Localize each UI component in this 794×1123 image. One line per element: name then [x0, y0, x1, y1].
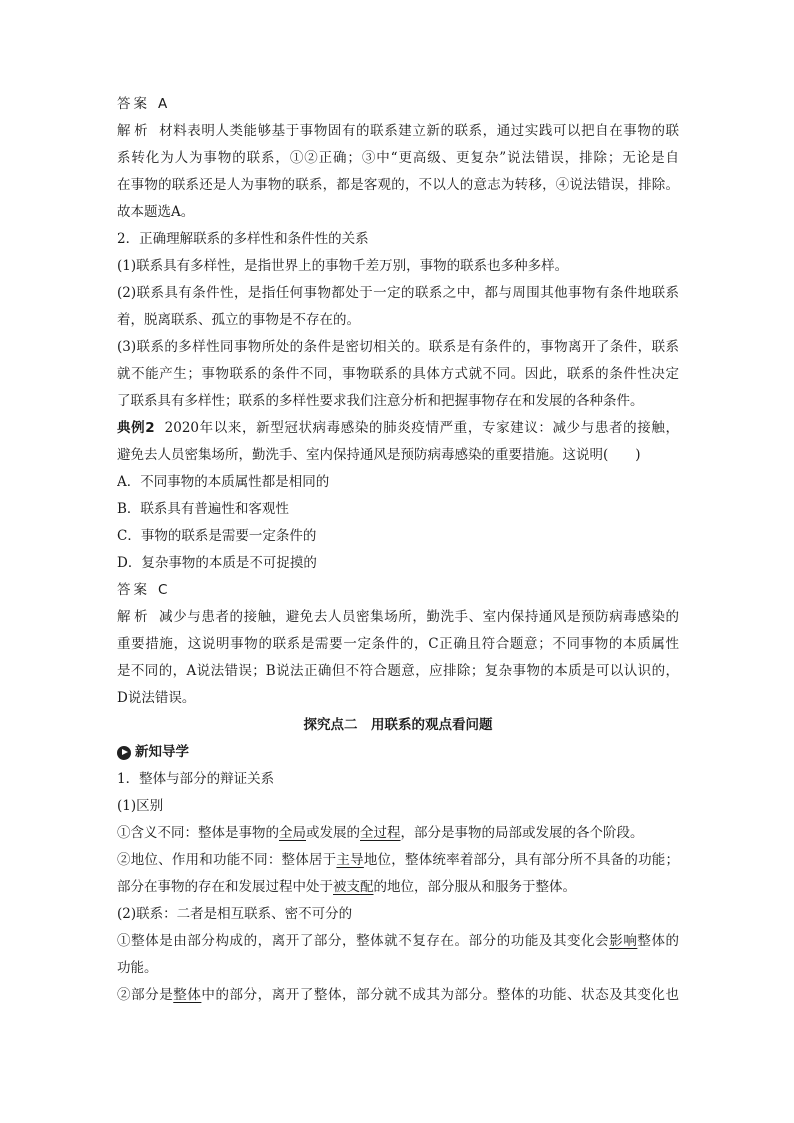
page-content [117, 91, 679, 1009]
point-title: 2．正确理解联系的多样性和条件性的关系 [117, 231, 369, 247]
analysis-text: 减少与患者的接触，避免去人员密集场所，勤洗手、室内保持通风是预防病毒感染的 [159, 609, 679, 625]
text-segment: 或发展的 [306, 825, 360, 841]
text-segment: ，部分是事物的局部或发展的各个阶段。 [400, 825, 644, 841]
analysis-label: 解析 [117, 609, 152, 625]
analysis-line [117, 118, 679, 145]
underlined-term: 主导 [336, 852, 364, 868]
section-heading-text: 新知导学 [135, 744, 189, 760]
text-segment: ①含义不同：整体是事物的 [117, 825, 279, 841]
analysis-line: D说法错误。 [117, 690, 196, 706]
answer-line [117, 91, 679, 118]
paragraph: (2)联系具有条件性，是指任何事物都处于一定的联系之中，都与周围其他事物有条件地联系 [117, 285, 679, 301]
underlined-term: 全局 [279, 825, 306, 841]
example-stem-line: 避免去人员密集场所，勤洗手、室内保持通风是预防病毒感染的重要措施。这说明( ) [117, 447, 641, 463]
analysis-line: 重要措施，这说明事物的联系是需要一定条件的，C正确且符合题意；不同事物的本质属性 [117, 636, 679, 652]
answer-value: C [158, 582, 168, 598]
sub-heading: (2)联系：二者是相互联系、密不可分的 [117, 906, 353, 922]
analysis-label: 解析 [117, 123, 152, 139]
text-segment: 整体的 [637, 933, 679, 949]
answer-line [117, 577, 679, 604]
underlined-term: 被支配 [333, 879, 374, 895]
analysis-text: 材料表明人类能够基于事物固有的联系建立新的联系，通过实践可以把自在事物的联 [159, 123, 679, 139]
underlined-term: 影响 [609, 933, 638, 949]
text-segment: 的地位，部分服从和服务于整体。 [373, 879, 576, 895]
option-c: C．事物的联系是需要一定条件的 [117, 528, 317, 544]
answer-label: 答案 [117, 582, 150, 598]
section-title: 探究点二 用联系的观点看问题 [303, 717, 493, 733]
paragraph: 着，脱离联系、孤立的事物是不存在的。 [117, 312, 360, 328]
option-a: A．不同事物的本质属性都是相同的 [117, 474, 330, 490]
analysis-line: 在事物的联系还是人为事物的联系，都是客观的，不以人的意志为转移，④说法错误，排除。 [117, 177, 679, 193]
example-stem-line [117, 415, 679, 442]
paragraph [117, 847, 679, 874]
paragraph: 了联系具有多样性；联系的多样性要求我们注意分析和把握事物存在和发展的各种条件。 [117, 393, 644, 409]
text-segment: 地位，整体统率着部分，具有部分所不具备的功能； [363, 852, 679, 868]
underlined-term: 整体 [173, 987, 202, 1003]
text-segment: ①整体是由部分构成的，离开了部分，整体就不复存在。部分的功能及其变化会 [117, 933, 610, 949]
paragraph [117, 982, 679, 1009]
answer-label: 答案 [117, 96, 150, 112]
paragraph: (1)联系具有多样性，是指世界上的事物千差万别，事物的联系也多种多样。 [117, 258, 569, 274]
paragraph: (3)联系的多样性同事物所处的条件是密切相关的。联系是有条件的，事物离开了条件，联系 [117, 339, 679, 355]
analysis-line [117, 604, 679, 631]
analysis-line: 是不同的，A说法错误；B说法正确但不符合题意，应排除；复杂事物的本质是可以认识的， [117, 663, 679, 679]
analysis-line: 系转化为人为事物的联系，①②正确；③中“更高级、更复杂”说法错误，排除；无论是自 [117, 150, 679, 166]
paragraph [117, 820, 679, 847]
point-title: 1．整体与部分的辩证关系 [117, 771, 275, 787]
underlined-term: 全过程 [360, 825, 401, 841]
answer-value: A [158, 96, 168, 112]
analysis-line: 故本题选A。 [117, 204, 195, 220]
text-segment: 部分在事物的存在和发展过程中处于 [117, 879, 333, 895]
option-b: B．联系具有普遍性和客观性 [117, 501, 289, 517]
example-label: 典例2 [117, 420, 155, 436]
section-heading [117, 739, 679, 766]
text-segment: ②地位、作用和功能不同：整体居于 [117, 852, 337, 868]
paragraph: 就不能产生；事物联系的条件不同，事物联系的具体方式就不同。因此，联系的条件性决定 [117, 366, 679, 382]
paragraph [117, 874, 679, 901]
text-segment: ②部分是 [117, 987, 174, 1003]
paragraph [117, 928, 679, 955]
paragraph: 功能。 [117, 960, 158, 976]
option-d: D．复杂事物的本质是不可捉摸的 [117, 555, 317, 571]
example-stem-text: 2020年以来，新型冠状病毒感染的肺炎疫情严重，专家建议：减少与患者的接触， [164, 420, 679, 436]
sub-heading: (1)区别 [117, 798, 164, 814]
text-segment: 中的部分，离开了整体，部分就不成其为部分。整体的功能、状态及其变化也 [201, 987, 679, 1003]
play-arrow-icon [117, 746, 131, 760]
